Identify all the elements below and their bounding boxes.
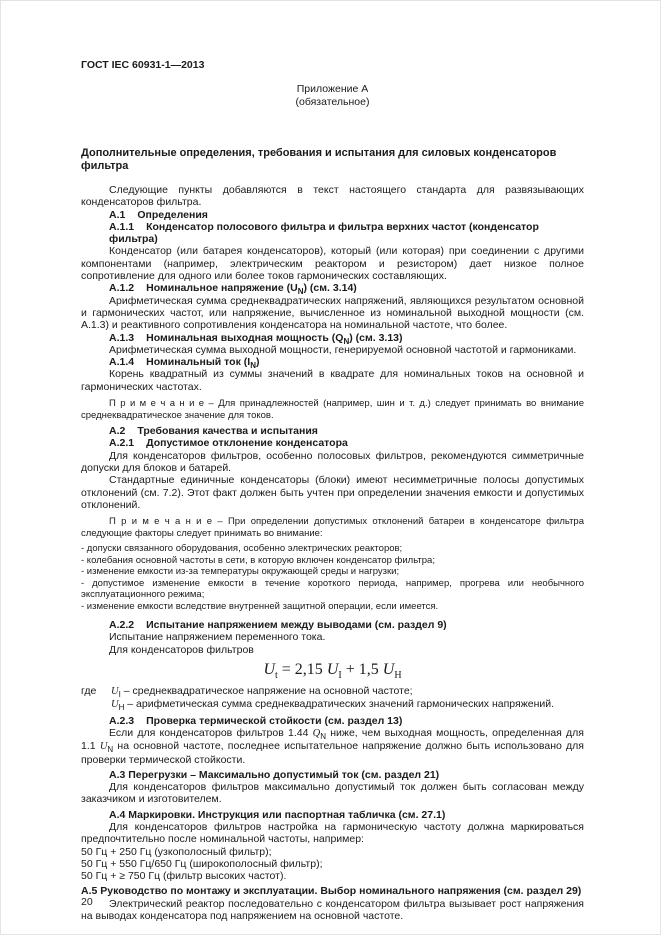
note-a14: П р и м е ч а н и е – Для принадлежностей (например, шин и т. д.) следует принимать во внимание среднеквадратическое значение для токов. [81, 398, 584, 421]
formula-where-line-1: где $U_I$ – среднеквадратическое напряжение на основной частоте; [81, 685, 413, 700]
section-heading-a11 [81, 221, 584, 246]
section-number: А.2.2 [109, 619, 135, 632]
formula-where-line-2: $U_H$ – арифметическая сумма среднеквадратических значений гармонических напряжений. [111, 698, 555, 713]
section-title: Конденсатор полосового фильтра и фильтра верхних частот (конденсатор фильтра) [109, 220, 539, 246]
document-number: ГОСТ IEC 60931-1—2013 [81, 59, 205, 71]
section-heading-a2 [81, 425, 584, 437]
section-number: А.2.1 [109, 437, 135, 450]
appendix-subtitle: (обязательное) [295, 95, 370, 108]
paragraph-a12: Арифметическая сумма среднеквадратических напряжений, являющихся результатом основной и гармонических частот, или напряжение, вычисленное из номинальной выходной мощности (см. А.1.3) и реактивного сопротивления конденсатора на номинальной частоте, что более. [81, 294, 584, 332]
section-number: А.1 [109, 208, 126, 221]
list-item: - колебания основной частоты в сети, в которую включен конденсатор фильтра; [81, 554, 435, 566]
section-title: Требования качества и испытания [137, 425, 318, 438]
where-label: где [81, 685, 97, 698]
section-number: А.1.1 [109, 220, 135, 233]
note-a21: П р и м е ч а н и е – При определении допустимых отклонений батареи в конденсаторе фильтра следующие факторы следует принимать во внимание: [81, 516, 584, 539]
section-title: Номинальный ток $(I_N)$ [146, 356, 260, 371]
section-heading-a21 [81, 437, 584, 449]
paragraph-a23: Если для конденсаторов фильтров 1.44 $Q_N$ ниже, чем выходная мощность, определенная для 1.1 $U_N$ на основной частоте, последнее испытательное напряжение должно быть использовано для проверки термической стойкости. [81, 726, 584, 766]
paragraph-a14: Корень квадратный из суммы значений в квадрате для номинальных токов на основной и гармонических частотах. [81, 368, 584, 393]
section-title: Номинальное напряжение $(U_N)$ (см. 3.14) [146, 282, 357, 297]
subscript: N [297, 287, 304, 297]
paragraph-a3: Для конденсаторов фильтров максимально допустимый ток должен быть согласован между заказчиком и изготовителем. [81, 781, 584, 806]
section-heading-a22 [81, 619, 584, 631]
section-heading-a13 [81, 332, 584, 344]
example-line: 50 Гц + ≥ 750 Гц (фильтр высоких частот). [81, 870, 287, 883]
section-title: Испытание напряжением между выводами (см. раздел 9) [146, 619, 447, 632]
section-heading-a5: А.5 Руководство по монтажу и эксплуатации. Выбор номинального напряжения (см. раздел 29) [81, 885, 582, 898]
section-title: Допустимое отклонение конденсатора [146, 437, 348, 450]
appendix-title: Приложение А [296, 83, 369, 95]
paragraph-a13: Арифметическая сумма выходной мощности, генерируемой основной частотой и гармониками. [109, 343, 577, 356]
section-heading-a3: А.3 Перегрузки – Максимально допустимый ток (см. раздел 21) [109, 768, 440, 781]
section-heading-a4: А.4 Маркировки. Инструкция или паспортная табличка (см. 27.1) [109, 808, 446, 821]
section-title: Определения [137, 208, 208, 221]
list-item: - изменение емкости вследствие внутренней защитной операции, если имеется. [81, 600, 439, 612]
section-number: А.1.4 [109, 356, 135, 369]
section-heading-a23 [81, 715, 584, 727]
note-list-a21 [81, 543, 584, 612]
section-title: Номинальная выходная мощность $(Q_N)$ (см. 3.13) [146, 331, 403, 346]
paragraph-a22-2: Для конденсаторов фильтров [109, 643, 254, 656]
section-number: А.2 [109, 425, 126, 438]
appendix-header [81, 83, 584, 108]
paragraph-a4: Для конденсаторов фильтров настройка на гармоническую частоту должна маркироваться предпочтительно после номинальной частоты, например: [81, 820, 584, 846]
section-heading-a12 [81, 282, 584, 297]
paragraph-a21-1: Для конденсаторов фильтров, особенно полосовых фильтров, рекомендуются симметричные допуски для блоков и батарей. [81, 449, 584, 474]
example-line: 50 Гц + 250 Гц (узкополосный фильтр); [81, 845, 272, 858]
section-heading-a1 [81, 209, 584, 221]
paragraph-a21-2: Стандартные единичные конденсаторы (блоки) имеют несимметричные полосы допустимых отклонений (см. 7.2). Этот факт должен быть учтен при определении значения емкости и допустимых отклонений. [81, 474, 584, 511]
paragraph-a22-1: Испытание напряжением переменного тока. [109, 631, 326, 644]
section-number: А.2.3 [109, 714, 135, 727]
subscript: N [250, 361, 256, 371]
marking-examples [81, 846, 584, 883]
test-voltage-formula: $U_t = 2,15$ $U_I + 1,5$ $U_H$ [263, 661, 402, 682]
main-title: Дополнительные определения, требования и испытания для силовых конденсаторов фильтра [81, 147, 557, 172]
section-number: А.1.2 [109, 282, 135, 295]
example-line: 50 Гц + 550 Гц/650 Гц (широкополосный фильтр); [81, 857, 323, 870]
intro-paragraph: Следующие пункты добавляются в текст настоящего стандарта для развязывающих конденсаторов фильтра. [81, 184, 584, 209]
section-number: А.1.3 [109, 331, 135, 344]
paragraph-a11: Конденсатор (или батарея конденсаторов), который (или которая) при соединении с другими компонентами (например, электрическим реактором и резистором) дает низкое полное сопротивление для одного или более токов гармонических составляющих. [81, 245, 584, 283]
section-heading-a14 [81, 356, 584, 371]
paragraph-a5: Электрический реактор последовательно с конденсатором фильтра вызывает рост напряжения на выводах конденсатора под напряжением на основной частоте. [81, 897, 584, 923]
subscript: N [343, 336, 350, 346]
list-item: - допуски связанного оборудования, особенно электрических реакторов; [81, 543, 403, 555]
page-number: 20 [81, 896, 93, 908]
list-item: - изменение емкости из-за температуры окружающей среды и нагрузки; [81, 566, 400, 578]
section-title: Проверка термической стойкости (см. раздел 13) [146, 714, 403, 727]
list-item: - допустимое изменение емкости в течение короткого периода, например, прогрева или необычного эксплуатационного режима; [81, 577, 584, 601]
